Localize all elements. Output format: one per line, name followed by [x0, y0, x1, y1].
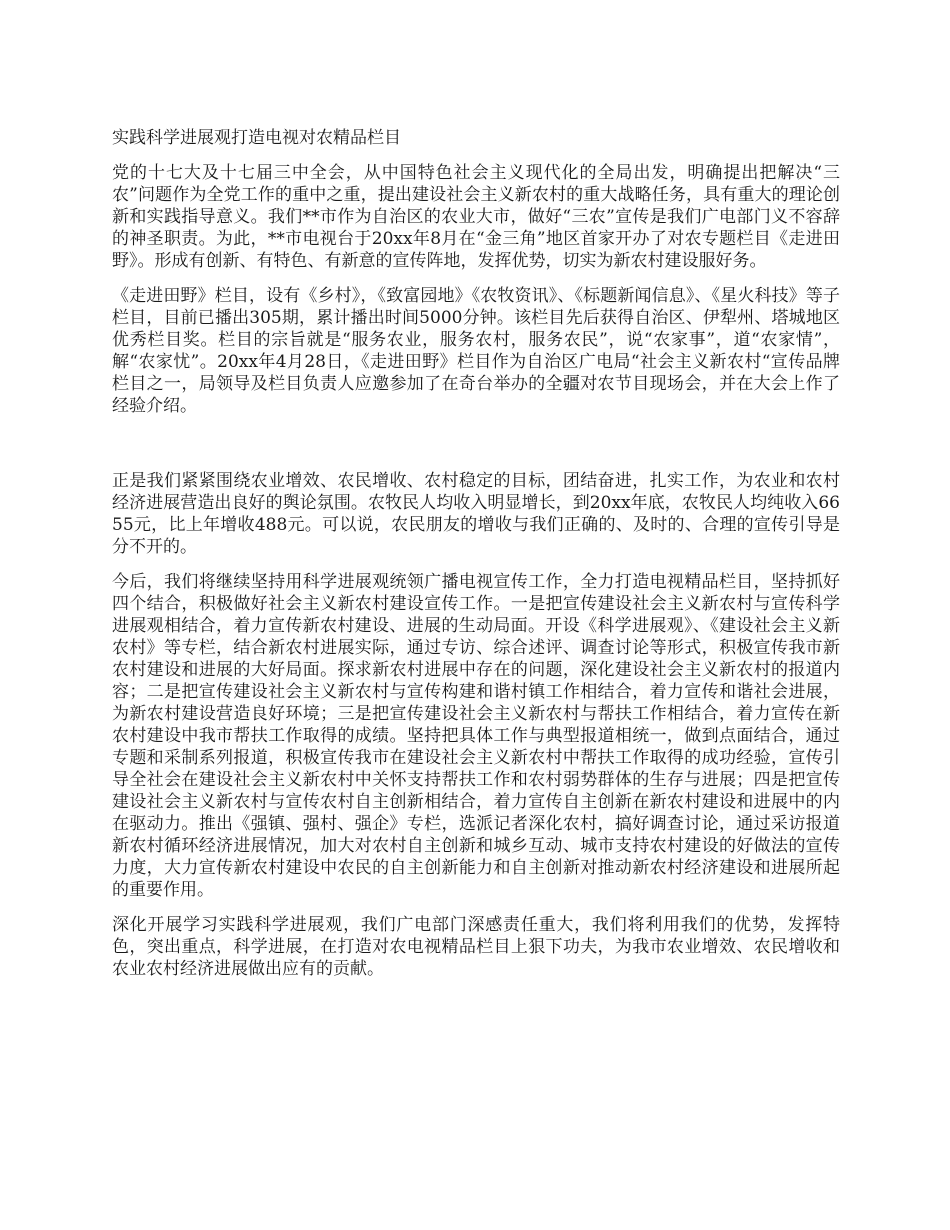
- paragraph-spacer: [112, 430, 840, 470]
- paragraph-4: 今后，我们将继续坚持用科学进展观统领广播电视宣传工作，全力打造电视精品栏目，坚持抓好四个结合，积极做好社会主义新农村建设宣传工作。一是把宣传建设社会主义新农村与宣传科学进展观相结合，着力宣传新农村建设、进展的生动局面。开设《科学进展观》、《建设社会主义新农村》等专栏，结合新农村进展实际，通过专访、综合述评、调查讨论等形式，积极宣传我市新农村建设和进展的大好局面。探求新农村进展中存在的问题，深化建设社会主义新农村的报道内容；二是把宣传建设社会主义新农村与宣传构建和谐村镇工作相结合，着力宣传和谐社会进展，为新农村建设营造良好环境；三是把宣传建设社会主义新农村与帮扶工作相结合，着力宣传在新农村建设中我市帮扶工作取得的成绩。坚持把具体工作与典型报道相统一，做到点面结合，通过专题和采制系列报道，积极宣传我市在建设社会主义新农村中帮扶工作取得的成功经验，宣传引导全社会在建设社会主义新农村中关怀支持帮扶工作和农村弱势群体的生存与进展；四是把宣传建设社会主义新农村与宣传农村自主创新相结合，着力宣传自主创新在新农村建设和进展中的内在驱动力。推出《强镇、强村、强企》专栏，选派记者深化农村，搞好调查讨论，通过采访报道新农村循环经济进展情况，加大对农村自主创新和城乡互动、城市支持农村建设的好做法的宣传力度，大力宣传新农村建设中农民的自主创新能力和自主创新对推动新农村经济建设和进展所起的重要作用。: [112, 572, 840, 900]
- document-title: 实践科学进展观打造电视对农精品栏目: [112, 128, 401, 148]
- document-page: [112, 127, 840, 993]
- paragraph-5: 深化开展学习实践科学进展观，我们广电部门深感责任重大，我们将利用我们的优势，发挥特色，突出重点，科学进展，在打造对农电视精品栏目上狠下功夫，为我市农业增效、农民增收和农业农村经济进展做出应有的贡献。: [112, 915, 840, 979]
- paragraph-1: 党的十七大及十七届三中全会，从中国特色社会主义现代化的全局出发，明确提出把解决“三农”问题作为全党工作的重中之重，提出建设社会主义新农村的重大战略任务，具有重大的理论创新和实践指导意义。我们**市作为自治区的农业大市，做好“三农”宣传是我们广电部门义不容辞的神圣职责。为此，**市电视台于20xx年8月在“金三角”地区首家开办了对农专题栏目《走进田野》。形成有创新、有特色、有新意的宣传阵地，发挥优势，切实为新农村建设服好务。: [112, 163, 840, 271]
- paragraph-2: 《走进田野》栏目，设有《乡村》，《致富园地》《农牧资讯》、《标题新闻信息》、《星火科技》等子栏目，目前已播出305期，累计播出时间5000分钟。该栏目先后获得自治区、伊犁州、塔城地区优秀栏目奖。栏目的宗旨就是“服务农业，服务农村，服务农民”，说“农家事”，道“农家情”，解“农家忧”。20xx年4月28日，《走进田野》栏目作为自治区广电局“社会主义新农村“宣传品牌栏目之一，局领导及栏目负责人应邀参加了在奇台举办的全疆对农节目现场会，并在大会上作了经验介绍。: [112, 286, 840, 416]
- paragraph-3: 正是我们紧紧围绕农业增效、农民增收、农村稳定的目标，团结奋进，扎实工作，为农业和农村经济进展营造出良好的舆论氛围。农牧民人均收入明显增长，到20xx年底，农牧民人均纯收入6655元，比上年增收488元。可以说，农民朋友的增收与我们正确的、及时的、合理的宣传引导是分不开的。: [112, 471, 840, 557]
